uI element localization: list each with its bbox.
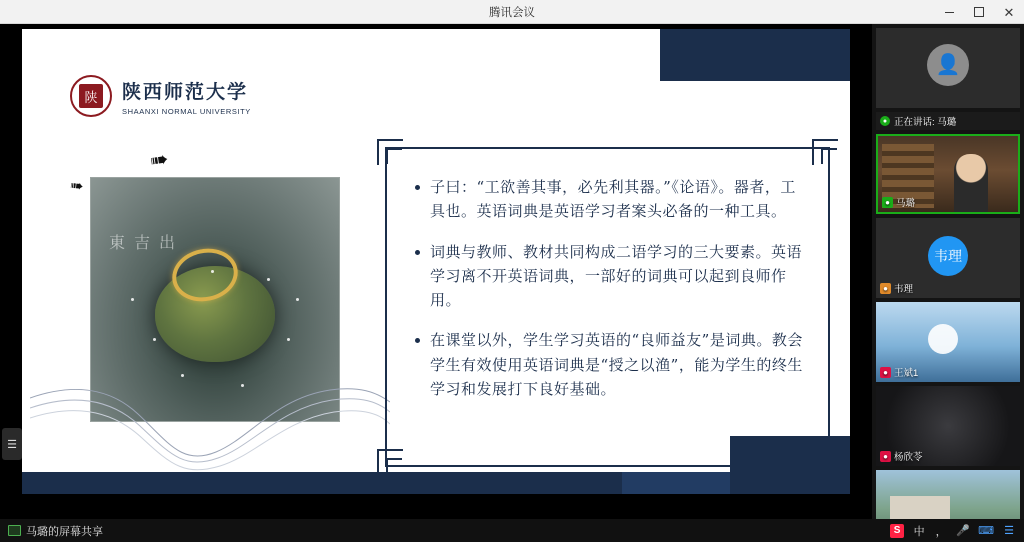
- bird-ink-icon: ➠: [148, 145, 171, 174]
- active-speaker-label: 正在讲话: 马璐: [894, 117, 957, 128]
- bottom-status-bar: [0, 519, 1024, 542]
- video-tile-self[interactable]: [876, 28, 1020, 108]
- ime-mode-chinese-button[interactable]: 中: [913, 525, 925, 538]
- participant-name: 韦理: [894, 284, 914, 295]
- video-tile-weili[interactable]: [876, 218, 1020, 298]
- slide-bullet: [415, 328, 808, 401]
- window-controls: [934, 0, 1024, 24]
- university-logo: [70, 75, 251, 117]
- photo-caption: 東吉出: [109, 233, 185, 252]
- sogou-ime-logo-icon[interactable]: S: [890, 524, 904, 538]
- close-icon: ✕: [1003, 4, 1015, 20]
- video-tile-wangbin1[interactable]: [876, 302, 1020, 382]
- seal-character: 陕: [79, 84, 103, 108]
- university-name-en: SHAANXI NORMAL UNIVERSITY: [122, 106, 251, 116]
- ime-punctuation-button[interactable]: ，: [935, 525, 947, 538]
- bullet-text: 在课堂以外，学生学习英语的“良师益友”是词典。教会学生有效使用英语词典是“授之以渔”，能为学生的终生学习和发展打下良好基础。: [430, 331, 803, 399]
- frame-corner-top-left: [377, 139, 403, 165]
- video-tile-malu[interactable]: [876, 134, 1020, 214]
- title-bar: [0, 0, 1024, 24]
- microphone-muted-icon: ●: [880, 451, 891, 462]
- ime-voice-input-icon[interactable]: 🎤: [956, 525, 970, 537]
- presentation-slide: [22, 29, 850, 494]
- microphone-icon: ●: [880, 116, 890, 126]
- bullet-dot-icon: [415, 250, 420, 255]
- frame-corner-top-right: [812, 139, 838, 165]
- slide-bullet: [415, 240, 808, 313]
- shared-screen-stage[interactable]: [0, 24, 872, 519]
- bullet-dot-icon: [415, 185, 420, 190]
- participant-name-row: [880, 365, 918, 379]
- screen-share-label: 马璐的屏幕共享: [26, 525, 103, 538]
- slide-bullet: [415, 175, 808, 224]
- window-title: 腾讯会议: [489, 6, 535, 19]
- participant-name-row: [880, 281, 913, 295]
- bullet-text: 词典与教师、教材共同构成二语学习的三大要素。英语学习离不开英语词典，一部好的词典可以起到良师作用。: [430, 242, 803, 310]
- screen-share-status: [8, 523, 103, 539]
- floating-toolbar-handle[interactable]: ☰: [2, 428, 22, 460]
- avatar: 韦理: [928, 236, 968, 276]
- participant-name: 杨欣苓: [894, 452, 923, 463]
- participant-name: 王斌1: [894, 368, 919, 379]
- microphone-icon: ●: [882, 197, 893, 208]
- maximize-button[interactable]: [964, 0, 994, 24]
- avatar: 👤: [927, 44, 969, 86]
- slide-decor-bottom-mid: [622, 472, 732, 494]
- university-name-cn: 陕西师范大学: [122, 80, 249, 103]
- microphone-icon: ●: [880, 283, 891, 294]
- microphone-muted-icon: ●: [880, 367, 891, 378]
- system-tray[interactable]: [890, 523, 1024, 539]
- video-tile-yangxinling[interactable]: [876, 386, 1020, 466]
- university-seal-icon: [70, 75, 112, 117]
- bullet-dot-icon: [415, 338, 420, 343]
- slide-bullet-list: [415, 175, 808, 417]
- bird-ink-small-icon: ➠: [69, 177, 85, 196]
- frame-corner-bottom-right: [812, 449, 838, 475]
- minimize-button[interactable]: [934, 0, 964, 24]
- slide-decor-top-right: [660, 29, 850, 81]
- close-button[interactable]: [994, 0, 1024, 24]
- participant-name: 马璐: [896, 198, 916, 209]
- bullet-text: 子曰：“工欲善其事，必先利其器。”《论语》。器者，工具也。英语词典是英语学习者案头必备的一种工具。: [430, 178, 796, 221]
- ime-toolbox-icon[interactable]: ⌨: [978, 525, 994, 537]
- active-speaker-banner: [876, 112, 1020, 130]
- screen-share-icon: [8, 525, 21, 536]
- slide-decor-bottom-bar: [22, 472, 622, 494]
- photo-highlight: [928, 324, 958, 354]
- slide-text-frame: [385, 147, 830, 467]
- participant-name-row: [882, 195, 915, 209]
- frame-corner-bottom-left: [377, 449, 403, 475]
- participant-video-figure: [954, 154, 988, 214]
- participant-name-row: [880, 449, 923, 463]
- participants-panel[interactable]: [872, 24, 1024, 519]
- ime-settings-icon[interactable]: ☰: [1004, 525, 1014, 537]
- wave-decoration-icon: [30, 380, 390, 472]
